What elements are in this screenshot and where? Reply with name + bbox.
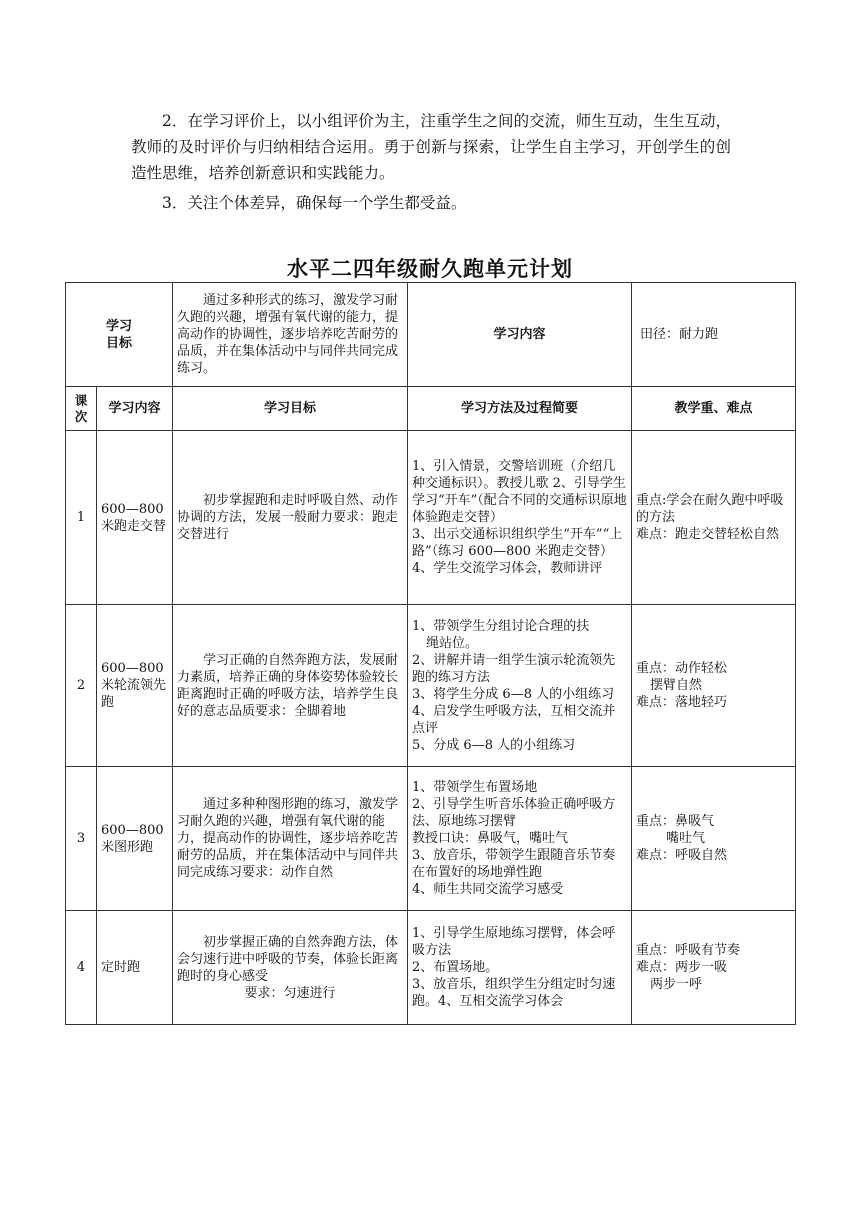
lesson-method (408, 431, 632, 605)
method-step: 3、将学生分成 6—8 人的小组练习 (412, 686, 615, 702)
lesson-goal (173, 911, 408, 1025)
table-row (66, 911, 796, 1025)
page-title: 水平二四年级耐久跑单元计划 (287, 257, 573, 281)
table-row (66, 431, 796, 605)
unit-plan-table (65, 282, 796, 1025)
header-content: 学习内容 (97, 387, 173, 431)
lesson-content: 600—800米跑走交替 (97, 431, 173, 605)
header-key-points: 教学重、难点 (632, 387, 796, 431)
header-lesson-no: 课次 (66, 387, 97, 431)
summary-goal-label: 学习 目标 (66, 283, 173, 387)
summary-content-value: 田径：耐力跑 (632, 283, 796, 387)
lesson-goal: 通过多种种图形跑的练习，激发学习耐久跑的兴趣，增强有氧代谢的能力，提高动作的协调性，逐步培养吃苦耐劳的品质，并在集体活动中与同伴共同完成练习要求：动作自然 (173, 767, 408, 911)
difficulty-point: 难点：呼吸自然 (636, 848, 728, 863)
method-step: 5、分成 6—8 人的小组练习 (412, 737, 576, 753)
lesson-content: 600—800米图形跑 (97, 767, 173, 911)
lesson-method (408, 911, 632, 1025)
lesson-goal-requirement: 要求：匀速进行 (244, 985, 336, 1001)
method-step: 2、讲解并请一组学生演示轮流领先跑的练习方法 (412, 652, 616, 685)
key-point: 重点：动作轻松 (636, 661, 728, 676)
lesson-goal: 学习正确的自然奔跑方法，发展耐力素质，培养正确的身体姿势体验较长距离跑时正确的呼吸方法，培养学生良好的意志品质要求：全脚着地 (173, 605, 408, 767)
lesson-content: 600—800米轮流领先跑 (97, 605, 173, 767)
summary-row (66, 283, 796, 387)
method-step: 2、布置场地。 (412, 960, 499, 975)
method-step: 2、引导学生听音乐体验正确呼吸方法、原地练习摆臂 (412, 797, 616, 829)
lesson-number: 1 (66, 431, 97, 605)
lesson-method (408, 767, 632, 911)
lesson-number: 2 (66, 605, 97, 767)
method-step: 绳站位。 (426, 635, 479, 651)
key-point: 重点：呼吸有节奏 (636, 943, 741, 958)
summary-content-label: 学习内容 (408, 283, 632, 387)
lesson-key-points (632, 605, 796, 767)
method-step: 4、启发学生呼吸方法，互相交流并点评 (412, 703, 616, 736)
key-point: 摆臂自然 (650, 678, 703, 693)
method-step: 3、出示交通标识组织学生“开车”“上路”（练习 600—800 米跑走交替） (412, 527, 623, 559)
lesson-key-points (632, 767, 796, 911)
lesson-key-points (632, 431, 796, 605)
lesson-goal-text: 初步掌握正确的自然奔跑方法，体会匀速行进中呼吸的节奏，体验长距离跑时的身心感受 (177, 934, 399, 984)
header-goal: 学习目标 (173, 387, 408, 431)
method-step: 1、引导学生原地练习摆臂，体会呼吸方法 (412, 926, 616, 958)
key-point: 重点:学会在耐久跑中呼吸的方法 (636, 493, 784, 525)
method-step: 教授口诀：鼻吸气，嘴吐气 (412, 831, 569, 846)
lesson-key-points (632, 911, 796, 1025)
difficulty-point: 难点：两步一吸 (636, 960, 728, 975)
lesson-method (408, 605, 632, 767)
difficulty-point: 难点：跑走交替轻松自然 (636, 527, 780, 542)
lesson-content: 定时跑 (97, 911, 173, 1025)
method-step: 1、带领学生分组讨论合理的扶 (412, 618, 590, 634)
method-step: 1、带领学生布置场地 (412, 780, 538, 795)
header-row (66, 387, 796, 431)
difficulty-point: 难点：落地轻巧 (636, 695, 728, 710)
summary-goal-text: 通过多种形式的练习，激发学习耐久跑的兴趣，增强有氧代谢的能力，提高动作的协调性，逐步培养吃苦耐劳的品质，并在集体活动中与同伴共同完成练习。 (173, 283, 408, 387)
method-step: 4、学生交流学习体会，教师讲评 (412, 561, 603, 576)
key-point: 重点：鼻吸气 (636, 814, 715, 829)
header-method: 学习方法及过程简要 (408, 387, 632, 431)
individual-difference-paragraph: 3．关注个体差异，确保每一个学生都受益。 (162, 194, 467, 212)
evaluation-paragraph: 2．在学习评价上，以小组评价为主，注重学生之间的交流，师生互动，生生互动，教师的及时评价与归纳相结合运用。勇于创新与探索，让学生自主学习，开创学生的创造性思维，培养创新意识和实践能力。 (131, 112, 731, 182)
method-step: 4、师生共同交流学习感受 (412, 882, 564, 897)
lesson-number: 3 (66, 767, 97, 911)
method-step: 3、放音乐，带领学生跟随音乐节奏在布置好的场地弹性跑 (412, 848, 616, 880)
table-row (66, 767, 796, 911)
table-row (66, 605, 796, 767)
key-point: 嘴吐气 (666, 831, 706, 846)
lesson-goal: 初步掌握跑和走时呼吸自然、动作协调的方法，发展一般耐力要求：跑走交替进行 (173, 431, 408, 605)
method-step: 1、引入情景，交警培训班（介绍几种交通标识）。教授儿歌 2、引导学生学习“开车”（配合不同的交通标识原地体验跑走交替） (412, 459, 627, 525)
method-step: 3、放音乐，组织学生分组定时匀速跑。4、互相交流学习体会 (412, 977, 616, 1009)
lesson-number: 4 (66, 911, 97, 1025)
difficulty-point: 两步一呼 (650, 977, 703, 992)
